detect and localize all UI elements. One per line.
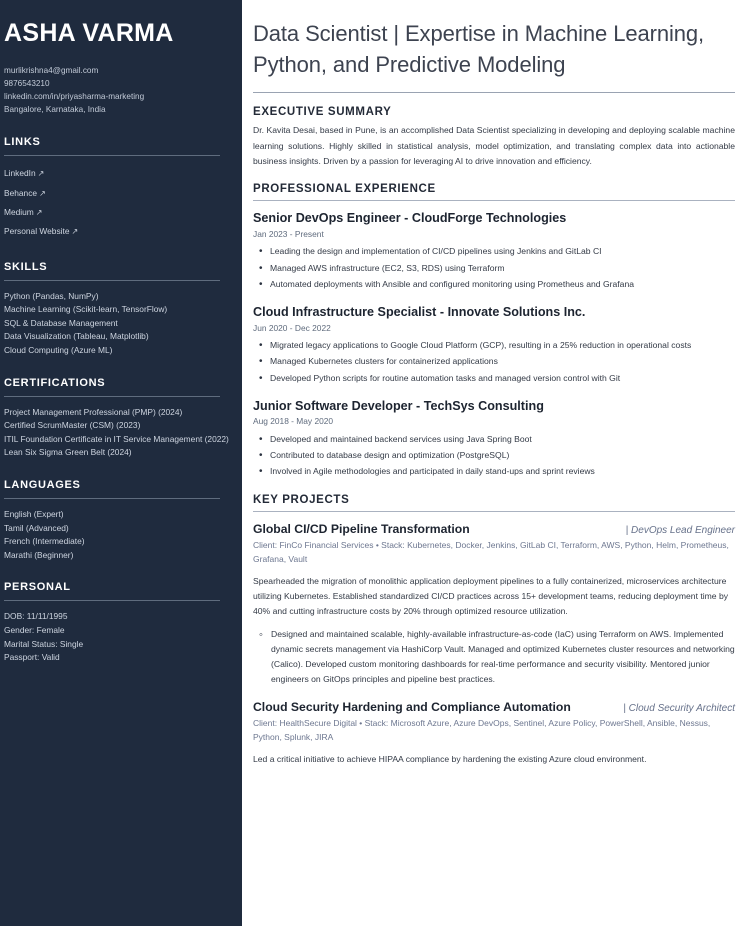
project-name: Global CI/CD Pipeline Transformation [253,522,470,537]
skill-item: Machine Learning (Scikit-learn, TensorFlow) [4,304,168,315]
external-link-icon: ↗ [35,207,43,217]
divider [253,92,735,93]
sidebar-heading-links: LINKS [4,135,41,148]
certification-item: Project Management Professional (PMP) (2024) [4,406,183,417]
divider [4,498,220,499]
sidebar-heading-personal: PERSONAL [4,581,71,594]
job-separator: - [436,304,448,319]
job-bullet: • Contributed to database design and optimization (PostgreSQL) [270,448,735,464]
personal-item-passport: Passport: Valid [4,652,60,663]
link-item-personal-website[interactable] [4,222,230,241]
job-dates: Jun 2020 - Dec 2022 [253,322,331,333]
section-key-projects [253,494,735,767]
contact-email: murlikrishna4@gmail.com [4,65,99,75]
job-separator: - [400,211,412,226]
project-meta: Client: HealthSecure Digital • Stack: Microsoft Azure, Azure DevOps, Sentinel, Azure Policy, PowerShell, Ansible, Nessus, Python, Splunk, JIRA [253,718,711,742]
project-description: Spearheaded the migration of monolithic application deployment pipelines to a fully containerized, microservices architecture utilizing Kubernetes. Established standardized CI/CD practices across 15+ development teams, reducing deployment time by 40% and cutting infrastructure costs by 20% through optimized resource utilization. [253,576,729,617]
divider [4,280,220,281]
section-professional-experience [253,183,735,480]
job-company: Innovate Solutions Inc. [447,304,586,319]
sidebar-section-links [4,136,230,242]
job-title-line [253,211,735,227]
section-executive-summary [253,106,735,169]
section-heading-key-projects: KEY PROJECTS [253,494,350,507]
sidebar-section-languages [4,479,230,562]
job-title: Cloud Infrastructure Specialist [253,304,437,319]
project-header [253,700,735,715]
contact-phone: 9876543210 [4,78,50,88]
language-item: Tamil (Advanced) [4,522,69,533]
contact-block [4,64,230,117]
job-title-line [253,305,735,321]
sidebar-section-skills [4,261,230,358]
link-label: Personal Website [4,226,70,237]
language-item: French (Intermediate) [4,536,85,547]
job-bullet-list [253,338,735,387]
contact-location: Bangalore, Karnataka, India [4,105,106,115]
certification-item: Certified ScrumMaster (CSM) (2023) [4,420,141,431]
job-title: Senior DevOps Engineer [253,211,401,226]
sidebar-heading-skills: SKILLS [4,260,48,273]
link-label: Behance [4,187,38,198]
external-link-icon: ↗ [71,227,79,237]
project-role: | Cloud Security Architect [623,703,735,714]
project-role: | DevOps Lead Engineer [625,525,735,537]
personal-item-dob: DOB: 11/11/1995 [4,611,68,622]
job-bullet-list [253,431,735,480]
language-item: Marathi (Beginner) [4,549,74,560]
skill-item: Python (Pandas, NumPy) [4,290,99,301]
job-title-line [253,399,735,415]
external-link-icon: ↗ [37,169,45,179]
sidebar-section-certifications [4,377,230,460]
job-bullet: • Involved in Agile methodologies and participated in daily stand-ups and sprint reviews [270,464,735,480]
section-heading-professional-experience: PROFESSIONAL EXPERIENCE [253,183,436,196]
experience-entry [253,399,735,481]
link-label: LinkedIn [4,168,36,179]
project-entry [253,522,735,687]
job-bullet: • Managed AWS infrastructure (EC2, S3, RDS) using Terraform [270,260,735,276]
divider [4,600,220,601]
personal-item-gender: Gender: Female [4,625,65,636]
project-meta: Client: FinCo Financial Services • Stack: Kubernetes, Docker, Jenkins, GitLab CI, Terraform, AWS, Python, Helm, Prometheus, Grafana, Vault [253,540,729,564]
job-bullet: • Leading the design and implementation of CI/CD pipelines using Jenkins and GitLab CI [270,244,735,260]
job-company: TechSys Consulting [423,398,544,413]
sidebar-heading-certifications: CERTIFICATIONS [4,376,106,389]
sidebar [0,0,242,926]
sidebar-heading-languages: LANGUAGES [4,478,81,491]
job-bullet: • Developed Python scripts for routine automation tasks and managed version control with Git [270,370,735,386]
job-dates: Jan 2023 - Present [253,229,324,240]
skill-item: Cloud Computing (Azure ML) [4,344,113,355]
divider [253,200,735,201]
job-bullet: • Migrated legacy applications to Google Cloud Platform (GCP), resulting in a 25% reduction in operational costs [270,338,735,354]
experience-entry [253,211,735,293]
job-bullet: • Developed and maintained backend services using Java Spring Boot [270,431,735,447]
project-name: Cloud Security Hardening and Compliance Automation [253,700,571,714]
language-item: English (Expert) [4,508,64,519]
section-heading-executive-summary: EXECUTIVE SUMMARY [253,106,392,119]
project-header [253,522,735,537]
link-item-behance[interactable] [4,184,230,203]
project-bullet-list [253,627,735,687]
certification-item: ITIL Foundation Certificate in IT Service Management (2022) [4,433,229,444]
page-title: Data Scientist | Expertise in Machine Learning, Python, and Predictive Modeling [253,21,705,78]
job-separator: - [412,398,424,413]
divider [4,396,220,397]
job-bullet-list [253,244,735,293]
project-description: Led a critical initiative to achieve HIPAA compliance by hardening the existing Azure cloud environment. [253,754,647,765]
external-link-icon: ↗ [39,188,46,198]
main-content [242,0,746,926]
sidebar-section-personal [4,581,230,664]
project-bullet: ◦ Designed and maintained scalable, highly-available infrastructure-as-code (IaC) using Terraform on AWS. Implemented dynamic secrets management via HashiCorp Vault. Managed and optimized Kubernetes cluster resources and networking (Calico). Developed custom monitoring dashboards for real-time performance and security visibility. Mentored junior engineers on GitOps principles and pipeline best practices. [271,627,735,687]
personal-item-marital-status: Marital Status: Single [4,638,84,649]
certification-item: Lean Six Sigma Green Belt (2024) [4,447,132,458]
job-bullet: • Automated deployments with Ansible and configured monitoring using Prometheus and Grafana [270,277,735,293]
divider [253,511,735,512]
link-item-linkedin[interactable] [4,165,230,184]
contact-linkedin: linkedin.com/in/priyasharma-marketing [4,92,145,102]
project-entry [253,700,735,767]
divider [4,155,220,156]
job-title: Junior Software Developer [253,398,413,413]
job-company: CloudForge Technologies [411,211,567,226]
executive-summary-text: Dr. Kavita Desai, based in Pune, is an accomplished Data Scientist specializing in developing and deploying scalable machine learning solutions. Highly skilled in statistical analysis, model optimization, and translating complex data into actionable business insights. Driven by a passion for leveraging AI to drive innovation and efficiency. [253,125,735,167]
job-bullet: • Managed Kubernetes clusters for containerized applications [270,354,735,370]
link-label: Medium [4,206,34,217]
skill-item: SQL & Database Management [4,317,118,328]
candidate-name: ASHA VARMA [4,19,174,47]
experience-entry [253,305,735,387]
job-dates: Aug 2018 - May 2020 [253,416,334,427]
link-item-medium[interactable] [4,203,230,222]
skill-item: Data Visualization (Tableau, Matplotlib) [4,331,149,342]
